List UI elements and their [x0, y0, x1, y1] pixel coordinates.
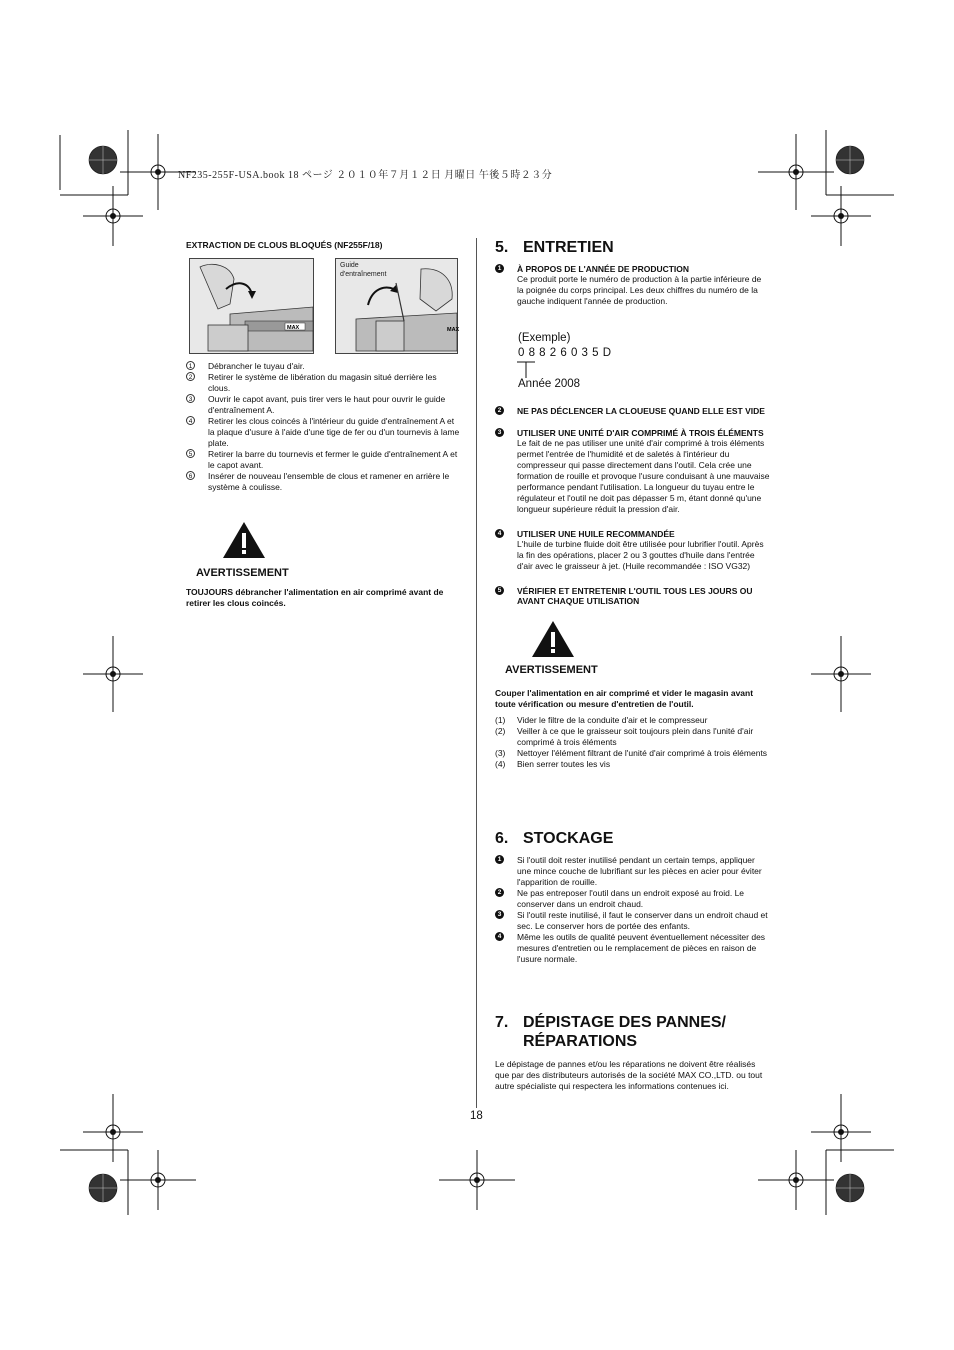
warning-text-right: Couper l'alimentation en air comprimé et vider le magasin avant toute vérification ou mesure d'entretien de l'outil.	[495, 688, 754, 709]
list-text: Veiller à ce que le graisseur soit toujours plein dans l'unité d'air comprimé à trois éléments	[517, 726, 754, 747]
figure-tool-right	[335, 258, 458, 354]
warning-text-left: TOUJOURS débrancher l'alimentation en air comprimé avant de retirer les clous coincés.	[186, 587, 444, 608]
item-marker: 2	[495, 406, 504, 415]
item-text: Ce produit porte le numéro de production à la partie inférieure de la poignée du corps principal. Les deux chiffres du numéro de la gauche indiquent l'année de production.	[517, 274, 762, 306]
list-text: Vider le filtre de la conduite d'air et le compresseur	[517, 715, 708, 725]
list-text: Si l'outil doit rester inutilisé pendant un certain temps, appliquer une mince couche de lubrifiant sur les pièces en acier pour éviter l'apparition de rouille.	[517, 855, 762, 887]
list-item	[495, 932, 770, 965]
list-item	[495, 855, 770, 888]
example-year: Année 2008	[518, 378, 581, 390]
example-code: 0 8 8 2 6 0 3 5 D	[518, 347, 612, 359]
item-title: UTILISER UNE UNITÉ D'AIR COMPRIMÉ À TROIS ÉLÉMENTS	[517, 428, 764, 438]
list-marker: 3	[186, 394, 195, 403]
section-5-title: ENTRETIEN	[523, 239, 614, 256]
figure-tool-left	[189, 258, 314, 354]
book-header: NF235-255F-USA.book 18 ページ ２０１０年７月１２日 月曜日 午後５時２３分	[178, 170, 553, 181]
list-item	[495, 715, 770, 726]
page-number: 18	[470, 1110, 483, 1122]
section-6-title: STOCKAGE	[523, 830, 614, 847]
section-5-number: 5.	[495, 239, 509, 256]
warning-label-left: AVERTISSEMENT	[196, 567, 289, 579]
entretien-item-3	[495, 428, 770, 515]
maintenance-steps	[495, 715, 770, 770]
entretien-item-4	[495, 529, 770, 572]
list-text: Débrancher le tuyau d'air.	[208, 361, 305, 371]
list-item	[495, 726, 770, 748]
list-item	[495, 888, 770, 910]
list-marker: 2	[186, 372, 195, 381]
maintenance-step-list	[495, 715, 770, 770]
list-marker: (2)	[495, 726, 506, 736]
section-5-heading	[495, 238, 614, 257]
list-text: Même les outils de qualité peuvent éventuellement nécessiter des mesures d'entretien ou le remplacement de pièces en raison de l'usure normale.	[517, 932, 766, 964]
item-marker: 4	[495, 529, 504, 538]
list-item	[186, 471, 461, 493]
section-7-title-line2: RÉPARATIONS	[523, 1033, 638, 1050]
list-item	[186, 361, 461, 372]
entretien-item-2	[495, 406, 770, 416]
figure-label-guide: Guide d'entraînement	[340, 262, 387, 278]
list-marker: 5	[186, 449, 195, 458]
storage-list	[495, 855, 770, 965]
year-pointer-icon	[516, 361, 540, 379]
list-item	[186, 449, 461, 471]
list-marker: 2	[495, 888, 504, 897]
storage-items	[495, 855, 770, 965]
list-text: Si l'outil reste inutilisé, il faut le conserver dans un endroit chaud et sec. Le conserver hors de portée des enfants.	[517, 910, 768, 931]
list-item	[495, 748, 770, 759]
section-7-heading	[495, 1013, 770, 1051]
item-title: NE PAS DÉCLENCER LA CLOUEUSE QUAND ELLE EST VIDE	[517, 406, 765, 416]
section-7-number: 7.	[495, 1014, 509, 1031]
left-column	[186, 240, 461, 250]
item-title: VÉRIFIER ET ENTRETENIR L'OUTIL TOUS LES JOURS OU AVANT CHAQUE UTILISATION	[517, 586, 753, 606]
list-item	[186, 372, 461, 394]
max-logo-right: MAX	[447, 327, 460, 333]
list-marker: 4	[186, 416, 195, 425]
list-item	[495, 759, 770, 770]
item-marker: 3	[495, 428, 504, 437]
item-marker: 1	[495, 264, 504, 273]
list-item	[186, 416, 461, 449]
list-marker: 6	[186, 471, 195, 480]
list-text: Insérer de nouveau l'ensemble de clous et ramener en arrière le système à coulisse.	[208, 471, 450, 492]
section-6-number: 6.	[495, 830, 509, 847]
warning-triangle-icon	[531, 620, 575, 658]
list-marker: (1)	[495, 715, 506, 725]
max-logo-left: MAX	[287, 325, 300, 331]
list-item	[495, 910, 770, 932]
list-marker: 3	[495, 910, 504, 919]
entretien-item-1	[495, 264, 770, 307]
list-item	[186, 394, 461, 416]
list-marker: 1	[186, 361, 195, 370]
warning-triangle-icon	[222, 521, 266, 559]
section-7-text: Le dépistage de pannes et/ou les réparations ne doivent être réalisés que par des distributeurs autorisés de la société MAX CO.,LTD. ou tout autre spécialiste qui respectera les informations contenues ici.	[495, 1059, 763, 1091]
list-text: Bien serrer toutes les vis	[517, 759, 611, 769]
list-text: Retirer la barre du tournevis et fermer le guide d'entraînement A et le capot avant.	[208, 449, 458, 470]
list-marker: 1	[495, 855, 504, 864]
list-text: Nettoyer l'élément filtrant de l'unité d'air comprimé à trois éléments	[517, 748, 768, 758]
list-text: Ouvrir le capot avant, puis tirer vers le haut pour ouvrir le guide d'entraînement A.	[208, 394, 446, 415]
entretien-item-5	[495, 586, 770, 606]
list-text: Retirer les clous coincés à l'intérieur du guide d'entraînement A et la plaque d'usure à l'aide d'une tige de fer ou d'un tournevis à lame plate.	[208, 416, 460, 448]
section-6-heading	[495, 829, 613, 848]
example-label: (Exemple)	[518, 332, 571, 344]
jam-section-title: EXTRACTION DE CLOUS BLOQUÉS (NF255F/18)	[186, 240, 383, 250]
jam-step-list	[186, 361, 461, 493]
warning-label-right: AVERTISSEMENT	[505, 664, 598, 676]
list-marker: 4	[495, 932, 504, 941]
list-marker: (3)	[495, 748, 506, 758]
item-text: Le fait de ne pas utiliser une unité d'air comprimé à trois éléments permet l'entrée de l'humidité et de saletés à l'intérieur du compresseur qui passe directement dans l'outil. Cela crée une formation de rouille et provoque l'usure conduisant à une mauvaise performance pendant l'utilisation. La longueur du tuyau entre le régulateur et l'outil ne doit pas dépasser 5 m, étant donné qu'une longueur supérieure réduit la pression d'air.	[517, 438, 770, 514]
list-text: Retirer le système de libération du magasin situé derrière les clous.	[208, 372, 437, 393]
jam-steps	[186, 361, 461, 493]
nailer-illustration-left	[190, 259, 313, 353]
item-title: UTILISER UNE HUILE RECOMMANDÉE	[517, 529, 675, 539]
column-divider	[476, 238, 477, 1108]
list-marker: (4)	[495, 759, 506, 769]
item-title: À PROPOS DE L'ANNÉE DE PRODUCTION	[517, 264, 690, 274]
list-text: Ne pas entreposer l'outil dans un endroit exposé au froid. Le conserver dans un endroit chaud.	[517, 888, 745, 909]
item-text: L'huile de turbine fluide doit être utilisée pour lubrifier l'outil. Après la fin des opérations, placer 2 ou 3 gouttes d'huile dans l'entrée d'air avec le graisseur à jet. (Huile recommandée : ISO VG32)	[517, 539, 764, 571]
item-marker: 5	[495, 586, 504, 595]
section-7-title-line1: DÉPISTAGE DES PANNES/	[523, 1014, 726, 1031]
